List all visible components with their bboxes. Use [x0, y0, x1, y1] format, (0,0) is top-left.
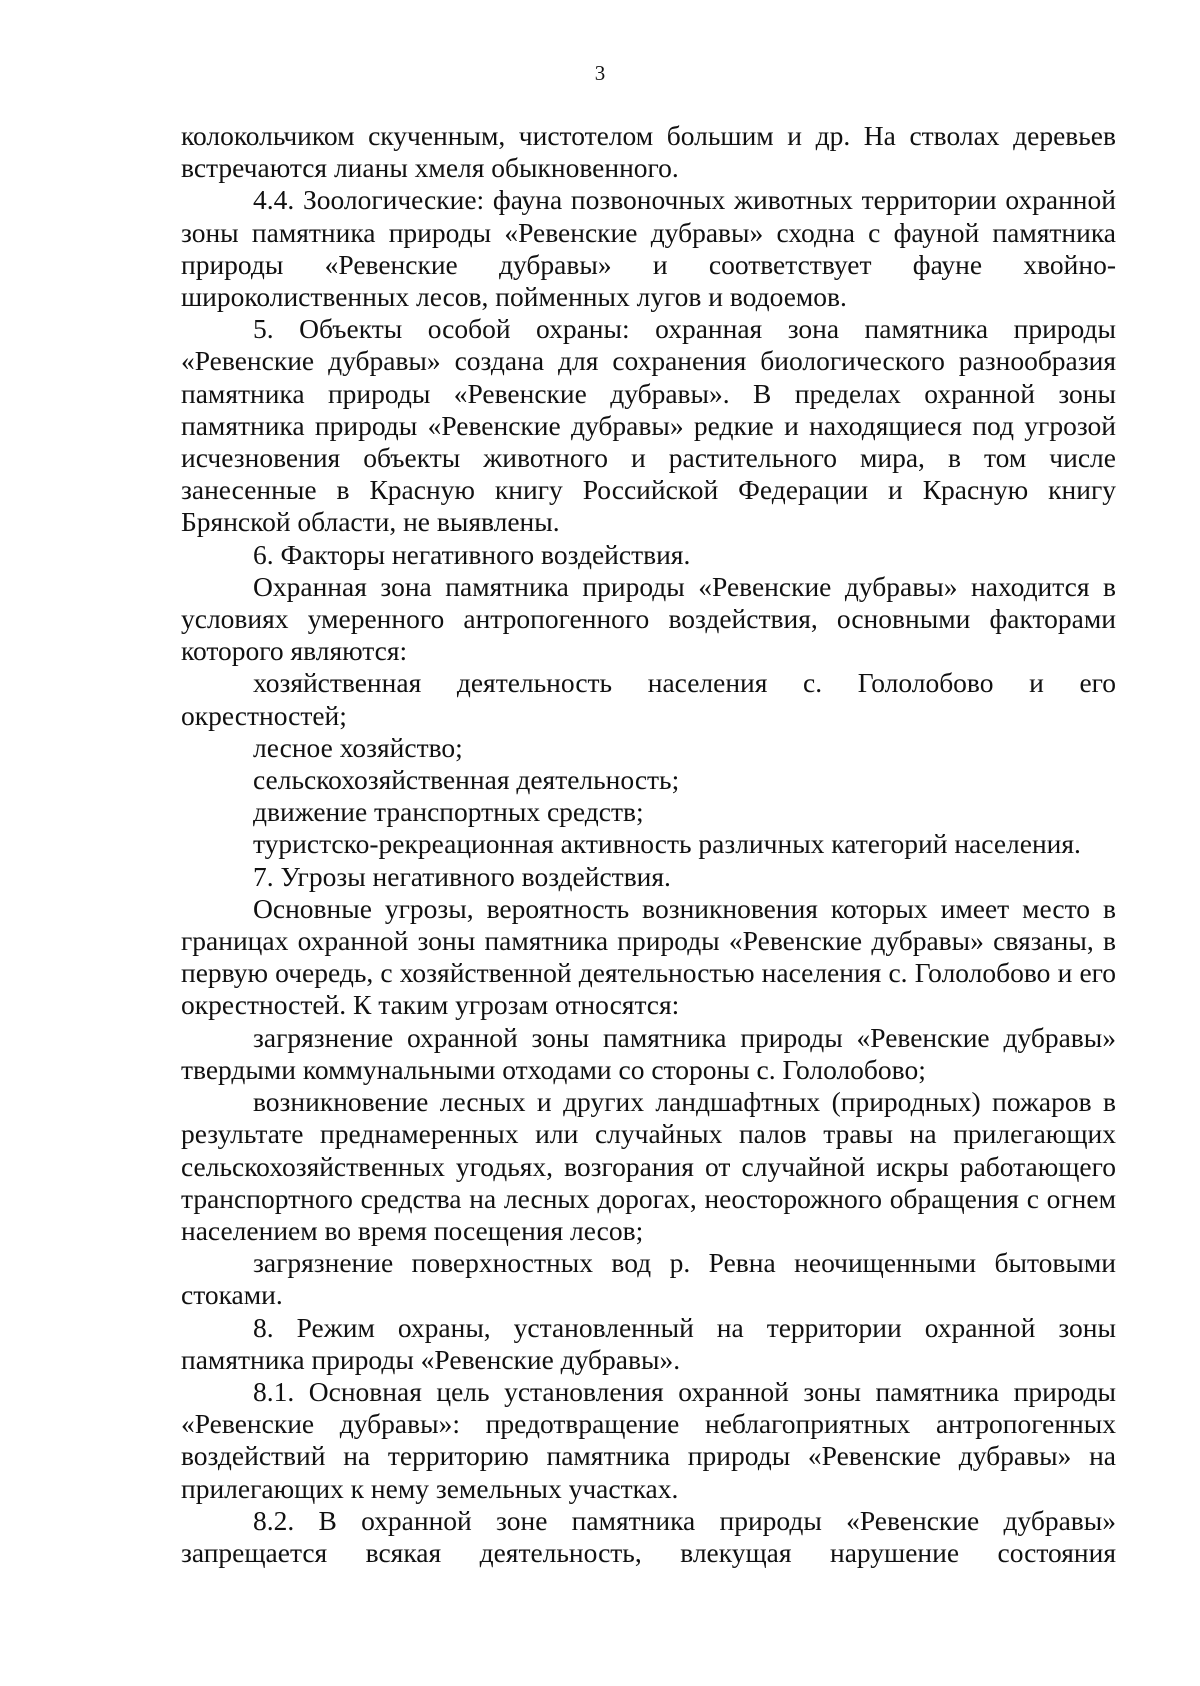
list-item-factor: движение транспортных средств; — [253, 796, 644, 828]
section-heading-6: 6. Факторы негативного воздействия. — [253, 538, 691, 570]
list-item-threat: возникновение лесных и других ландшафтных (природных) пожаров в результате преднамеренных или случайных палов травы на прилегающих сельскохозяйственных угодьях, возгорания от случайной искры работающего транспортного средства на лесных дорогах, неосторожного обращения с огнем населением во время посещения лесов; — [181, 1086, 1116, 1246]
paragraph-5-protected-objects: 5. Объекты особой охраны: охранная зона памятника природы «Ревенские дубравы» создана для сохранения биологического разнообразия памятника природы «Ревенские дубравы». В пределах охранной зоны памятника природы «Ревенские дубравы» редкие и находящиеся под угрозой исчезновения объекты животного и растительного мира, в том числе занесенные в Красную книгу Российской Федерации и Красную книгу Брянской области, не выявлены. — [181, 313, 1116, 538]
paragraph-8-1: 8.1. Основная цель установления охранной зоны памятника природы «Ревенские дубравы»: предотвращение неблагоприятных антропогенных воздействий на территорию памятника природы «Ревенские дубравы» на прилегающих к нему земельных участках. — [181, 1375, 1116, 1504]
paragraph-continuation: колокольчиком скученным, чистотелом большим и др. На стволах деревьев встречаются лианы хмеля обыкновенного. — [181, 120, 1116, 184]
paragraph-8-2: 8.2. В охранной зоне памятника природы «Ревенские дубравы» запрещается всякая деятельность, влекущая нарушение состояния — [181, 1504, 1116, 1568]
list-item-threat: загрязнение охранной зоны памятника природы «Ревенские дубравы» твердыми коммунальными отходами со стороны с. Гололобово; — [181, 1021, 1116, 1085]
list-item-factor: туристско-рекреационная активность различных категорий населения. — [253, 828, 1081, 860]
paragraph-6-intro: Охранная зона памятника природы «Ревенские дубравы» находится в условиях умеренного антропогенного воздействия, основными факторами которого являются: — [181, 570, 1116, 667]
section-heading-7: 7. Угрозы негативного воздействия. — [253, 860, 671, 892]
section-heading-8: 8. Режим охраны, установленный на территории охранной зоны памятника природы «Ревенские дубравы». — [181, 1311, 1116, 1375]
page-number: 3 — [594, 61, 606, 85]
list-item-factor: лесное хозяйство; — [253, 731, 463, 763]
list-item-factor: хозяйственная деятельность населения с. Гололобово и его окрестностей; — [181, 667, 1116, 731]
document-body — [181, 120, 1116, 1569]
list-item-factor: сельскохозяйственная деятельность; — [253, 764, 680, 796]
paragraph-4-4-zoological: 4.4. Зоологические: фауна позвоночных животных территории охранной зоны памятника природы «Ревенские дубравы» сходна с фауной памятника природы «Ревенские дубравы» и соответствует фауне хвойно-широколиственных лесов, пойменных лугов и водоемов. — [181, 184, 1116, 313]
list-item-threat: загрязнение поверхностных вод р. Ревна неочищенными бытовыми стоками. — [181, 1247, 1116, 1311]
paragraph-7-intro: Основные угрозы, вероятность возникновения которых имеет место в границах охранной зоны памятника природы «Ревенские дубравы» связаны, в первую очередь, с хозяйственной деятельностью населения с. Гололобово и его окрестностей. К таким угрозам относятся: — [181, 892, 1116, 1021]
